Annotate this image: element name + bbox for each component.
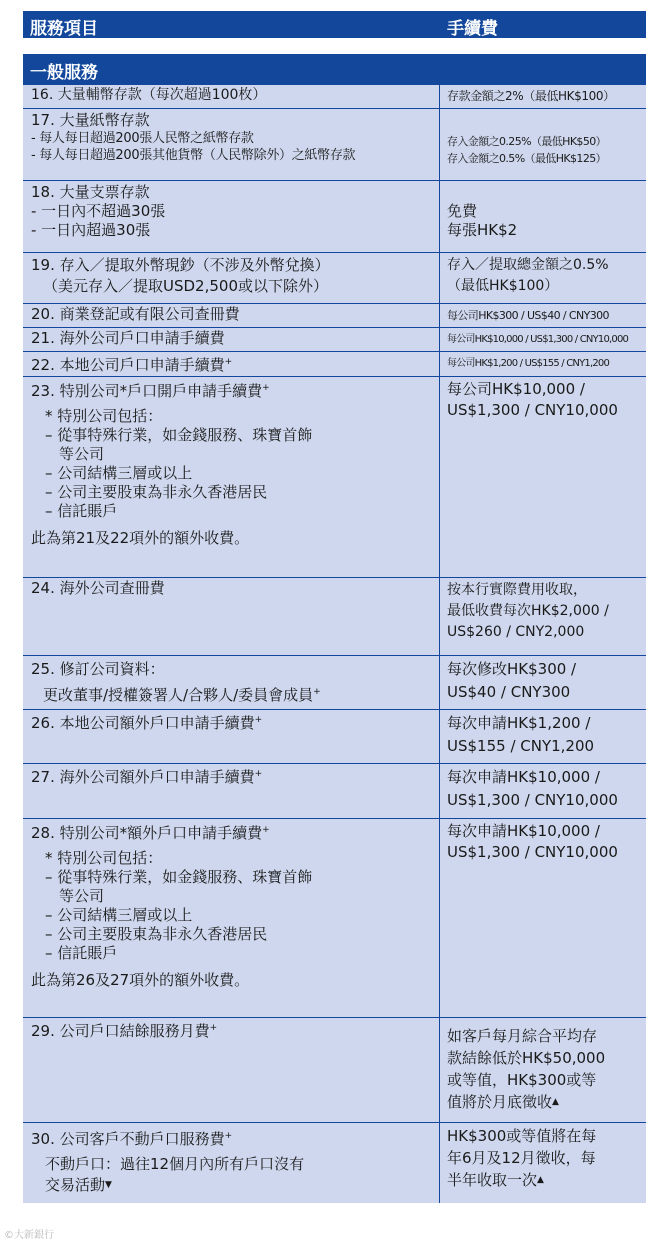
table-row [23, 764, 646, 819]
item-23-title [31, 379, 433, 401]
table-row [23, 656, 646, 710]
dormant-note-1: 不動戶口：過往12個月內所有戶口沒有 [45, 1155, 305, 1173]
fee-18-line2: 每張HK$2 [447, 221, 518, 239]
fee-21: 每公司HK$10,000 / US$1,300 / CNY10,000 [447, 334, 629, 345]
special-note-intro: * 特別公司包括： [45, 407, 163, 425]
item-21: 21. 海外公司戶口申請手續費 [31, 329, 225, 347]
item-18-title: 18. 大量支票存款 [31, 183, 150, 201]
table-row [23, 85, 646, 109]
fee-25-line2: US$40 / CNY300 [447, 683, 571, 701]
dormant-note-2 [31, 1175, 433, 1196]
item-22 [31, 354, 433, 374]
item-28 [31, 821, 433, 990]
table-row [23, 377, 646, 578]
table-row [23, 328, 646, 352]
fee-28-line2: US$1,300 / CNY10,000 [447, 843, 618, 861]
table-row [23, 181, 646, 253]
item-25-text: 更改董事/授權簽署人/合夥人/委員會成員 [43, 686, 314, 704]
item-22-text: 22. 本地公司戶口申請手續費 [31, 356, 225, 374]
item-28-title [31, 821, 433, 843]
table-row [23, 1018, 646, 1123]
fee-29-line4 [447, 1091, 643, 1113]
item-17-line2: - 每人每日超過200張其他貨幣（人民幣除外）之紙幣存款 [31, 148, 356, 163]
item-19-line2: （美元存入／提取USD2,500或以下除外） [43, 277, 328, 295]
fee-30-line3-text: 半年收取一次 [447, 1171, 538, 1189]
fee-27-line1: 每次申請HK$10,000 / [447, 768, 600, 786]
fee-24-line3: US$260 / CNY2,000 [447, 624, 585, 640]
plus-mark: + [313, 687, 321, 697]
header-fee: 手續費 [447, 19, 498, 39]
fee-30 [447, 1125, 643, 1191]
table-header [23, 11, 646, 38]
fee-27-line2: US$1,300 / CNY10,000 [447, 791, 618, 809]
fee-29-line2: 款結餘低於HK$50,000 [447, 1049, 606, 1067]
special-note-1b: 等公司 [59, 445, 105, 463]
fee-19 [447, 255, 643, 297]
fee-24 [447, 580, 643, 643]
extra-charge-note: 此為第21及22項外的額外收費。 [31, 529, 250, 547]
fee-24-line2: 最低收費每次HK$2,000 / [447, 603, 609, 619]
fee-28 [447, 821, 643, 863]
header-service: 服務項目 [30, 19, 98, 39]
item-25 [31, 658, 433, 707]
fee-29-line4-text: 值將於月底徵收 [447, 1093, 553, 1111]
table-row [23, 1123, 646, 1203]
special-note-1b: 等公司 [59, 887, 105, 905]
item-18 [31, 183, 433, 240]
item-25-line2 [31, 681, 433, 707]
table-row [23, 352, 646, 377]
fee-18 [447, 202, 643, 240]
special-note-3: – 公司主要股東為非永久香港居民 [45, 925, 268, 943]
item-29-text: 29. 公司戶口結餘服務月費 [31, 1022, 210, 1040]
item-26 [31, 712, 433, 732]
plus-mark: + [254, 715, 263, 725]
fee-20: 每公司HK$300 / US$40 / CNY300 [447, 309, 609, 322]
special-note-4: – 信託賬戶 [45, 502, 118, 520]
special-note-4: – 信託賬戶 [45, 944, 118, 962]
fee-29-line1: 如客戶每月綜合平均存 [447, 1027, 598, 1045]
fee-26 [447, 712, 643, 758]
plus-mark: + [209, 1023, 218, 1033]
fee-22: 每公司HK$1,200 / US$155 / CNY1,200 [447, 358, 610, 369]
item-16: 16. 大量輔幣存款（每次超過100枚） [31, 87, 267, 103]
plus-mark: + [262, 383, 270, 393]
fee-24-line1: 按本行實際費用收取， [447, 582, 587, 598]
table-row [23, 304, 646, 328]
item-25-line1: 25. 修訂公司資料： [31, 660, 165, 678]
fee-19-line1: 存入／提取總金額之0.5% [447, 257, 609, 273]
fee-16: 存款金額之2%（最低HK$100） [447, 89, 615, 103]
triangle-down-icon: ▼ [105, 1180, 112, 1190]
fee-29 [447, 1025, 643, 1113]
special-note-2: – 公司結構三層或以上 [45, 906, 193, 924]
plus-mark: + [262, 825, 270, 835]
extra-charge-note: 此為第26及27項外的額外收費。 [31, 971, 250, 989]
table-row [23, 578, 646, 656]
table-row [23, 109, 646, 181]
item-27 [31, 766, 433, 786]
item-23 [31, 379, 433, 548]
fee-26-line2: US$155 / CNY1,200 [447, 737, 595, 755]
fee-30-line1: HK$300或等值將在每 [447, 1127, 597, 1145]
item-17 [31, 111, 433, 164]
item-23-text: 23. 特別公司*戶口開戶申請手續費 [31, 382, 263, 400]
fee-25-line1: 每次修改HK$300 / [447, 660, 577, 678]
fee-25 [447, 658, 643, 704]
item-19-line1: 19. 存入／提取外幣現鈔（不涉及外幣兌換） [31, 256, 330, 274]
table-row [23, 253, 646, 304]
special-note-intro: * 特別公司包括： [45, 849, 163, 867]
fee-table [23, 54, 646, 1203]
special-note-3: – 公司主要股東為非永久香港居民 [45, 483, 268, 501]
fee-17 [447, 133, 643, 167]
item-26-text: 26. 本地公司額外戶口申請手續費 [31, 714, 255, 732]
item-30-title [31, 1125, 433, 1150]
fee-27 [447, 766, 643, 812]
triangle-up-icon: ▲ [537, 1175, 544, 1185]
fee-23-line1: 每公司HK$10,000 / [447, 380, 585, 398]
fee-23 [447, 379, 643, 421]
special-note-1: – 從事特殊行業，如金錢服務、珠寶首飾 [45, 868, 313, 886]
fee-30-line3 [447, 1169, 643, 1191]
item-18-line1: - 一日內不超過30張 [31, 202, 166, 220]
item-17-line1: - 每人每日超過200張人民幣之紙幣存款 [31, 131, 254, 146]
section-title: 一般服務 [23, 54, 646, 85]
item-19 [31, 255, 433, 297]
item-17-title: 17. 大量紙幣存款 [31, 111, 150, 129]
fee-26-line1: 每次申請HK$1,200 / [447, 714, 591, 732]
fee-28-line1: 每次申請HK$10,000 / [447, 822, 600, 840]
table-row [23, 819, 646, 1018]
item-30-text: 30. 公司客戶不動戶口服務費 [31, 1130, 225, 1148]
watermark: ©大新銀行 [4, 1230, 54, 1241]
special-note-1: – 從事特殊行業，如金錢服務、珠寶首飾 [45, 426, 313, 444]
fee-18-line1: 免費 [447, 202, 478, 220]
fee-30-line2: 年6月及12月徵收，每 [447, 1149, 596, 1167]
item-29 [31, 1020, 433, 1040]
fee-17-line1: 存入金額之0.25%（最低HK$50） [447, 135, 607, 148]
item-27-text: 27. 海外公司額外戶口申請手續費 [31, 768, 255, 786]
fee-17-line2: 存入金額之0.5%（最低HK$125） [447, 152, 607, 165]
plus-mark: + [224, 1131, 233, 1141]
item-30 [31, 1125, 433, 1196]
item-18-line2: - 一日內超過30張 [31, 221, 151, 239]
table-row [23, 710, 646, 764]
plus-mark: + [254, 769, 263, 779]
fee-23-line2: US$1,300 / CNY10,000 [447, 401, 618, 419]
special-note-2: – 公司結構三層或以上 [45, 464, 193, 482]
triangle-up-icon: ▲ [552, 1097, 559, 1107]
fee-29-line3: 或等值，HK$300或等 [447, 1071, 597, 1089]
item-28-text: 28. 特別公司*額外戶口申請手續費 [31, 824, 263, 842]
fee-19-line2: （最低HK$100） [447, 278, 559, 294]
plus-mark: + [224, 357, 233, 367]
item-20: 20. 商業登記或有限公司查冊費 [31, 305, 240, 323]
dormant-note-2-text: 交易活動 [45, 1176, 106, 1194]
item-24: 24. 海外公司查冊費 [31, 579, 165, 597]
